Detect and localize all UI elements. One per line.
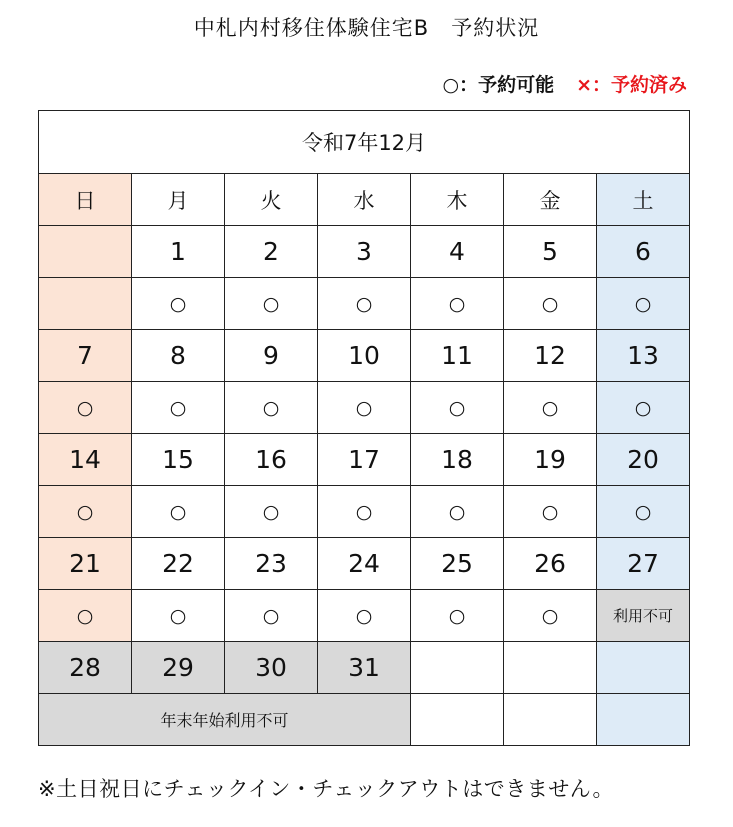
holiday-closure-note: 年末年始利用不可: [39, 694, 411, 746]
date-cell: 26: [504, 538, 597, 590]
status-cell: ○: [318, 278, 411, 330]
status-cell: ○: [318, 382, 411, 434]
status-cell: [504, 694, 597, 746]
weekday-friday: 金: [504, 174, 597, 226]
weekday-header-row: [39, 174, 690, 226]
legend: [442, 70, 687, 97]
calendar-table: [38, 110, 690, 746]
date-cell: 2: [225, 226, 318, 278]
date-cell: 14: [39, 434, 132, 486]
date-cell: 3: [318, 226, 411, 278]
status-cell: ○: [411, 382, 504, 434]
date-cell: 31: [318, 642, 411, 694]
date-cell: 30: [225, 642, 318, 694]
date-cell: 15: [132, 434, 225, 486]
status-cell: ○: [318, 590, 411, 642]
status-cell: ○: [411, 590, 504, 642]
date-row: [39, 434, 690, 486]
status-cell: ○: [597, 278, 690, 330]
date-row: [39, 226, 690, 278]
status-cell: [39, 278, 132, 330]
weekday-saturday: 土: [597, 174, 690, 226]
status-cell: ○: [411, 278, 504, 330]
status-cell-unavailable: 利用不可: [597, 590, 690, 642]
status-cell: ○: [225, 278, 318, 330]
status-cell: ○: [132, 278, 225, 330]
status-cell: [411, 694, 504, 746]
date-row: [39, 330, 690, 382]
date-cell: 7: [39, 330, 132, 382]
date-cell: 16: [225, 434, 318, 486]
date-cell: 21: [39, 538, 132, 590]
date-cell: 4: [411, 226, 504, 278]
status-row: [39, 486, 690, 538]
status-cell: ○: [504, 486, 597, 538]
date-cell: 10: [318, 330, 411, 382]
date-cell: 24: [318, 538, 411, 590]
status-cell: ○: [132, 382, 225, 434]
weekday-tuesday: 火: [225, 174, 318, 226]
date-cell: 6: [597, 226, 690, 278]
date-cell: 12: [504, 330, 597, 382]
date-cell: 5: [504, 226, 597, 278]
legend-booked: ×：予約済み: [576, 74, 687, 96]
status-cell: ○: [132, 590, 225, 642]
date-row: [39, 538, 690, 590]
status-cell: ○: [39, 382, 132, 434]
status-row: [39, 278, 690, 330]
footnote: ※土日祝日にチェックイン・チェックアウトはできません。: [38, 777, 615, 801]
status-row: [39, 382, 690, 434]
date-cell: 25: [411, 538, 504, 590]
month-label: 令和7年12月: [39, 111, 690, 174]
date-cell: 8: [132, 330, 225, 382]
date-cell: 19: [504, 434, 597, 486]
status-cell: ○: [597, 486, 690, 538]
date-cell: 22: [132, 538, 225, 590]
status-cell: ○: [411, 486, 504, 538]
date-cell: 18: [411, 434, 504, 486]
status-cell: ○: [504, 590, 597, 642]
status-cell: ○: [39, 486, 132, 538]
status-cell: ○: [225, 590, 318, 642]
date-cell: 1: [132, 226, 225, 278]
date-cell: 13: [597, 330, 690, 382]
status-cell: ○: [597, 382, 690, 434]
status-row: [39, 590, 690, 642]
status-cell: ○: [225, 382, 318, 434]
status-cell: ○: [504, 382, 597, 434]
page-title: 中札内村移住体験住宅B 予約状況: [193, 16, 540, 40]
date-row: [39, 642, 690, 694]
status-row: [39, 694, 690, 746]
status-cell: ○: [504, 278, 597, 330]
status-cell: ○: [39, 590, 132, 642]
date-cell: 27: [597, 538, 690, 590]
status-cell: ○: [132, 486, 225, 538]
date-cell: [39, 226, 132, 278]
date-cell: 29: [132, 642, 225, 694]
legend-available: ○：予約可能: [442, 74, 555, 96]
date-cell: [411, 642, 504, 694]
date-cell: 20: [597, 434, 690, 486]
date-cell: 11: [411, 330, 504, 382]
date-cell: 23: [225, 538, 318, 590]
status-cell: ○: [225, 486, 318, 538]
date-cell: [504, 642, 597, 694]
date-cell: 9: [225, 330, 318, 382]
weekday-monday: 月: [132, 174, 225, 226]
weekday-thursday: 木: [411, 174, 504, 226]
weekday-wednesday: 水: [318, 174, 411, 226]
weekday-sunday: 日: [39, 174, 132, 226]
date-cell: 28: [39, 642, 132, 694]
date-cell: 17: [318, 434, 411, 486]
status-cell: ○: [318, 486, 411, 538]
status-cell: [597, 694, 690, 746]
date-cell: [597, 642, 690, 694]
